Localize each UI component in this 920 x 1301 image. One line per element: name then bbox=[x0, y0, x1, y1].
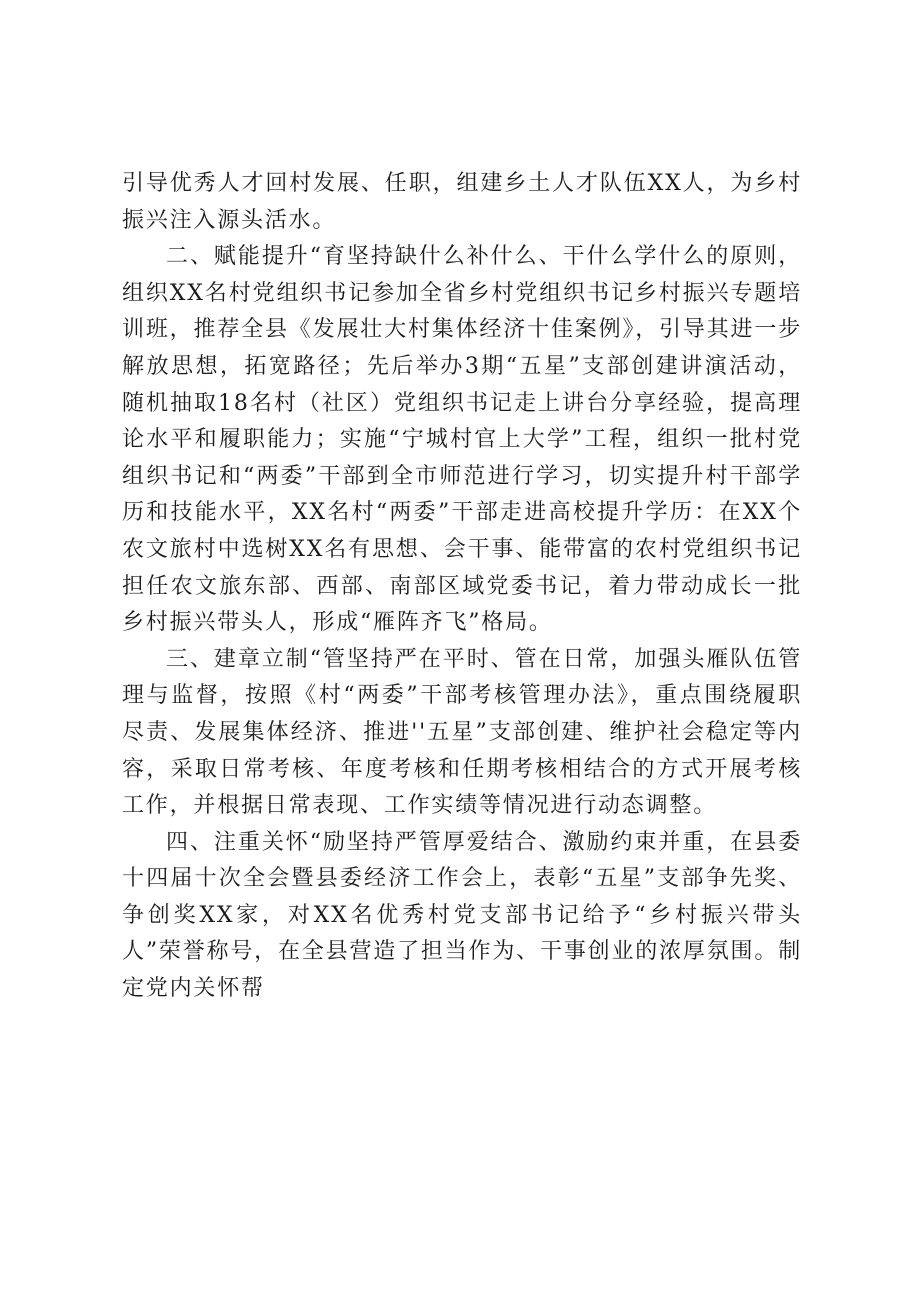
paragraph-section-2: 二、赋能提升“育坚持缺什么补什么、干什么学什么的原则，组织XX名村党组织书记参加全省乡村党组织书记乡村振兴专题培训班，推荐全县《发展壮大村集体经济十佳案例》，引导其进一步解放思想，拓宽路径；先后举办3期“五星”支部创建讲演活动，随机抽取18名村（社区）党组织书记走上讲台分享经验，提高理论水平和履职能力；实施“宁城村官上大学”工程，组织一批村党组织书记和“两委”干部到全市师范进行学习，切实提升村干部学历和技能水平，XX名村“两委”干部走进高校提升学历：在XX个农文旅村中选树XX名有思想、会干事、能带富的农村党组织书记担任农文旅东部、西部、南部区域党委书记，着力带动成长一批乡村振兴带头人，形成“雁阵齐飞”格局。 bbox=[122, 244, 802, 636]
document-body bbox=[122, 166, 802, 1008]
paragraph-section-3: 三、建章立制“管坚持严在平时、管在日常，加强头雁队伍管理与监督，按照《村“两委”干部考核管理办法》，重点围绕履职尽责、发展集体经济、推进''五星”支部创建、维护社会稳定等内容，采取日常考核、年度考核和任期考核相结合的方式开展考核工作，并根据日常表现、工作实绩等情况进行动态调整。 bbox=[122, 646, 802, 819]
paragraph-continuation: 引导优秀人才回村发展、任职，组建乡土人才队伍XX人，为乡村振兴注入源头活水。 bbox=[122, 171, 802, 233]
paragraph-section-4: 四、注重关怀“励坚持严管厚爱结合、激励约束并重，在县委十四届十次全会暨县委经济工作会上，表彰“五星”支部争先奖、争创奖XX家，对XX名优秀村党支部书记给予“乡村振兴带头人”荣誉称号，在全县营造了担当作为、干事创业的浓厚氛围。制定党内关怀帮 bbox=[122, 829, 802, 1002]
